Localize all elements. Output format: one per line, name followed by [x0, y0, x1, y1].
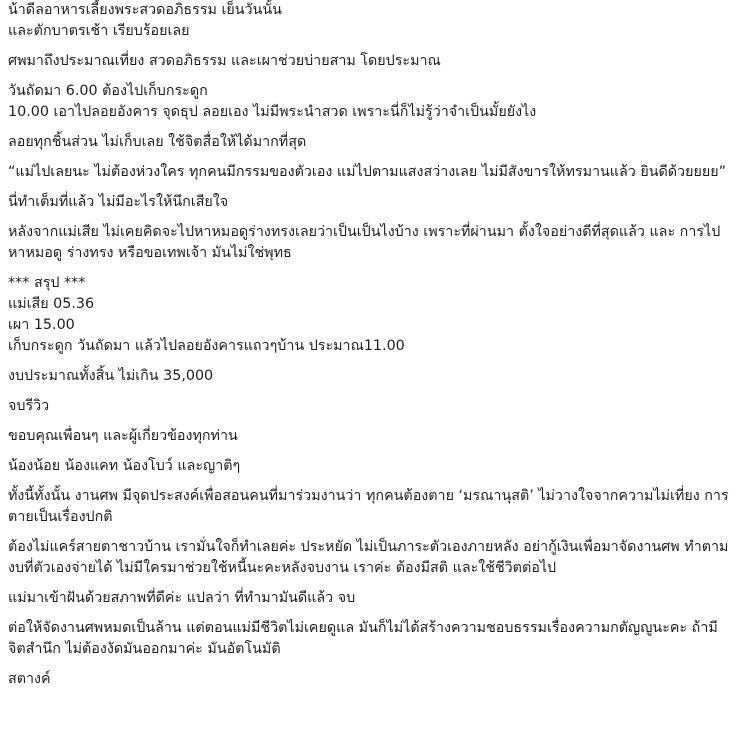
text-block: ต้องไม่แคร์สายตาชาวบ้าน เรามั่นใจก็ทำเลยค่ะ ประหยัด ไม่เป็นภาระตัวเองภายหลัง อย่ากู้เงินเพื่อมาจัดงานศพ ทำตามงบที่ตัวเองจ่ายได้ ไม่มีใครมาช่วยใช้หนี้นะคะหลังจบงาน เราค่ะ ต้องมีสติ และใช้ชีวิตต่อไป [8, 539, 729, 576]
paragraph-no-regret [8, 192, 734, 213]
paragraph-funeral-purpose [8, 486, 734, 528]
paragraph-no-fortune-teller [8, 222, 734, 264]
post-body [8, 0, 734, 699]
text-line: น้องน้อย น้องแคท น้องโบว์ และญาติๆ [8, 458, 241, 474]
text-line: และตักบาตรเช้า เรียบร้อยเลย [8, 23, 190, 39]
paragraph-dream [8, 588, 734, 609]
text-line: น้าดีลอาหารเลี้ยงพระสวดอภิธรรม เย็นวันนั้น [8, 2, 282, 18]
paragraph-end-review [8, 396, 734, 417]
text-line: แม่เสีย 05.36 [8, 296, 95, 312]
paragraph-gratitude [8, 618, 734, 660]
paragraph-advice [8, 537, 734, 579]
paragraph-cremation-day [8, 51, 734, 72]
text-line: ขอบคุณเพื่อนๆ และผู้เกี่ยวข้องทุกท่าน [8, 428, 238, 444]
paragraph-summary [8, 273, 734, 357]
paragraph-next-day [8, 81, 734, 123]
text-block: ต่อให้จัดงานศพหมดเป็นล้าน แต่ตอนแม่มีชีวิตไม่เคยดูแล มันก็ไม่ได้สร้างความชอบธรรมเรื่องความกตัญญูนะคะ ถ้ามีจิตสำนึก ไม่ต้องงัดมันออกมาค่ะ มันอัตโนมัติ [8, 620, 718, 657]
text-line: จบรีวิว [8, 398, 50, 414]
author-signature: สตางค์ [8, 671, 51, 687]
paragraph-signature [8, 669, 734, 690]
text-line: งบประมาณทั้งสิ้น ไม่เกิน 35,000 [8, 368, 214, 384]
text-line: ลอยทุกชิ้นส่วน ไม่เก็บเลย ใช้จิตสื่อให้ได้มากที่สุด [8, 134, 307, 150]
text-line: นี่ทำเต็มที่แล้ว ไม่มีอะไรให้นึกเสียใจ [8, 194, 229, 210]
text-block: หลังจากแม่เสีย ไม่เคยคิดจะไปหาหมอดูร่างทรงเลยว่าเป็นเป็นไงบ้าง เพราะที่ผ่านมา ตั้งใจอย่างดีที่สุดแล้ว และ การไปหาหมอดู ร่างทรง หรือขอเทพเจ้า มันไม่ใช่พุทธ [8, 224, 721, 261]
text-line: เผา 15.00 [8, 317, 75, 333]
summary-heading: *** สรุป *** [8, 275, 86, 291]
text-block: ทั้งนี้ทั้งนั้น งานศพ มีจุดประสงค์เพื่อสอนคนที่มาร่วมงานว่า ทุกคนต้องตาย ‘มรณานุสติ’ ไม่วางใจจากความไม่เที่ยง การตายเป็นเรื่องปกติ [8, 488, 729, 525]
text-line: วันถัดมา 6.00 ต้องไปเก็บกระดูก [8, 83, 208, 99]
paragraph-scatter-ashes [8, 132, 734, 153]
paragraph-names [8, 456, 734, 477]
text-line: แม่มาเข้าฝันด้วยสภาพที่ดีค่ะ แปลว่า ที่ทำมามันดีแล้ว จบ [8, 590, 356, 606]
text-line: 10.00 เอาไปลอยอังคาร จุดธุป ลอยเอง ไม่มีพระนำสวด เพราะนี่ก็ไม่รู้ว่าจำเป็นมั้ยยังไง [8, 104, 537, 120]
paragraph-thanks [8, 426, 734, 447]
paragraph-food-and-alms [8, 0, 734, 42]
text-block: “แม่ไปเลยนะ ไม่ต้องห่วงใคร ทุกคนมีกรรมของตัวเอง แม่ไปตามแสงสว่างเลย ไม่มีสังขารให้ทรมานแล้ว ยินดีด้วยยยย” [8, 164, 726, 180]
text-line: เก็บกระดูก วันถัดมา แล้วไปลอยอังคารแถวๆบ้าน ประมาณ11.00 [8, 338, 405, 354]
paragraph-farewell-quote [8, 162, 734, 183]
paragraph-budget [8, 366, 734, 387]
text-line: ศพมาถึงประมาณเที่ยง สวดอภิธรรม และเผาช่วยบ่ายสาม โดยประมาณ [8, 53, 441, 69]
